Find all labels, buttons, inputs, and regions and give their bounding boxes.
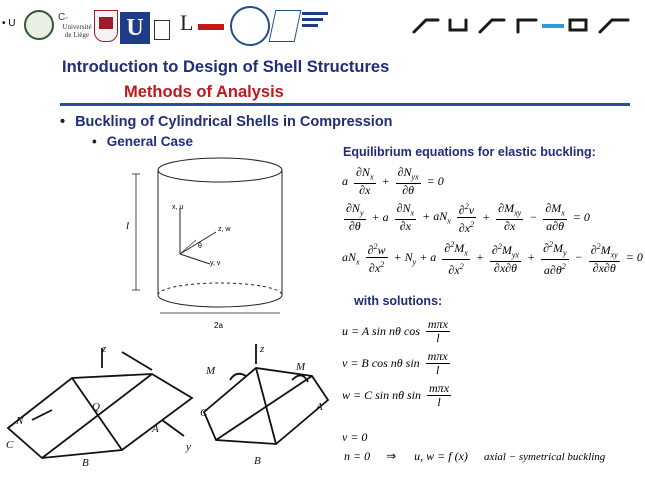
solution-v-text: v = B cos nθ sin	[342, 356, 420, 370]
bullet-level-2	[92, 134, 193, 149]
bullet-1-text: Buckling of Cylindrical Shells in Compression	[75, 114, 393, 130]
slide-subtitle: Methods of Analysis	[124, 83, 284, 101]
slide-title: Introduction to Design of Shell Structures	[62, 58, 390, 76]
svg-text:M: M	[206, 365, 216, 377]
svg-text:C: C	[6, 439, 14, 451]
small-u-logo: • U	[2, 18, 16, 29]
equilibrium-heading: Equilibrium equations for elastic buckling:	[343, 145, 596, 159]
l-logo: L	[180, 10, 194, 35]
svg-text:A: A	[152, 423, 159, 435]
svg-text:B: B	[254, 455, 261, 467]
axis-y-label: y, v	[210, 260, 221, 267]
title-rule	[60, 103, 630, 106]
solution-u-den: l	[436, 331, 440, 345]
solution-w-num: mπx	[429, 381, 450, 395]
equation-3: $aN_x$ $\frac{\partial^2w}{\partial x^2}$ + $N_y + a$ $\frac{\partial^2M_x}{\partial x^2}$ + $\frac{\partial^2M_{yx}}{\partial x\partial\theta}$ + $\frac{\partial^2M_y}{a\partial\theta^2}$ − $\frac{\partial^2M_{xy}}{\partial x\partial\theta}$ = 0	[342, 240, 643, 278]
axial-symmetric-label: axial − symetrical buckling	[483, 450, 606, 463]
solution-u-num: mπx	[427, 317, 448, 331]
university-seal-logo	[230, 6, 270, 46]
theta-label: θ	[198, 243, 202, 250]
solution-w	[340, 382, 455, 409]
bullet-2-text: General Case	[106, 134, 194, 149]
cylinder-figure	[120, 150, 320, 340]
liege-logo: C◦ Université de Liège	[58, 12, 96, 50]
eq1-prefix: a	[342, 174, 348, 189]
solutions-heading: with solutions:	[354, 294, 443, 308]
radius-label: 2a	[214, 321, 223, 330]
equation-2: $\frac{\partial N_y}{\partial\theta}$ + a $\frac{\partial N_x}{\partial x}$ + $aN_x$ $\frac{\partial^2v}{\partial x^2}$ + $\frac{\partial M_{xy}}{\partial x}$ − $\frac{\partial M_x}{a\partial\theta}$ = 0	[346, 200, 590, 235]
suscos-logo	[410, 10, 632, 40]
shell-moment-sketch	[196, 340, 336, 472]
shell-force-sketch	[2, 340, 204, 472]
svg-text:B: B	[82, 457, 89, 469]
bullet-dot-icon: •	[60, 114, 66, 130]
eq2-rhs: = 0	[572, 210, 590, 224]
svg-text:z: z	[102, 343, 107, 355]
eq3-rhs: = 0	[625, 250, 643, 265]
uw-function: u, w = f (x)	[414, 449, 468, 463]
implies-arrow: ⇒	[386, 449, 397, 463]
svg-text:Q: Q	[92, 401, 100, 413]
svg-text:N: N	[16, 415, 24, 427]
solution-w-text: w = C sin nθ sin	[342, 388, 422, 402]
svg-text:z: z	[260, 343, 265, 355]
ctu-logo	[269, 10, 302, 42]
seal-logo	[24, 10, 54, 40]
equation-1: a $\frac{\partial N_x}{\partial x}$ + $\frac{\partial N_{yx}}{\partial\theta}$ = 0	[342, 165, 444, 198]
red-mark-logo	[198, 24, 224, 30]
solution-v-den: l	[435, 363, 440, 377]
bullet-level-1	[60, 114, 393, 130]
crest-logo	[154, 20, 170, 40]
eq1-rhs: = 0	[426, 174, 444, 189]
solution-u-text: u = A sin nθ cos	[342, 324, 420, 338]
solution-u	[340, 318, 454, 345]
liege-line1: Université	[62, 23, 92, 31]
svg-text:y: y	[186, 441, 191, 453]
n-zero: n = 0	[344, 449, 371, 463]
bullet-dot-icon: •	[92, 134, 97, 149]
ctu-text-logo	[302, 12, 328, 27]
axis-x-label: x, u	[172, 204, 184, 211]
shield-logo	[94, 10, 118, 42]
solution-v	[340, 350, 454, 377]
solution-w-den: l	[437, 395, 441, 409]
solution-v-num: mπx	[427, 349, 448, 363]
svg-text:M: M	[296, 361, 306, 373]
u-logo: U	[120, 12, 150, 44]
svg-text:A: A	[316, 401, 323, 413]
liege-line2: de Liège	[64, 31, 90, 39]
solution-n-zero-row	[342, 449, 607, 464]
svg-text:C: C	[200, 407, 208, 419]
solution-v-zero: v = 0	[342, 430, 368, 444]
length-label: l	[126, 220, 130, 232]
axis-z-label: z, w	[218, 226, 231, 233]
